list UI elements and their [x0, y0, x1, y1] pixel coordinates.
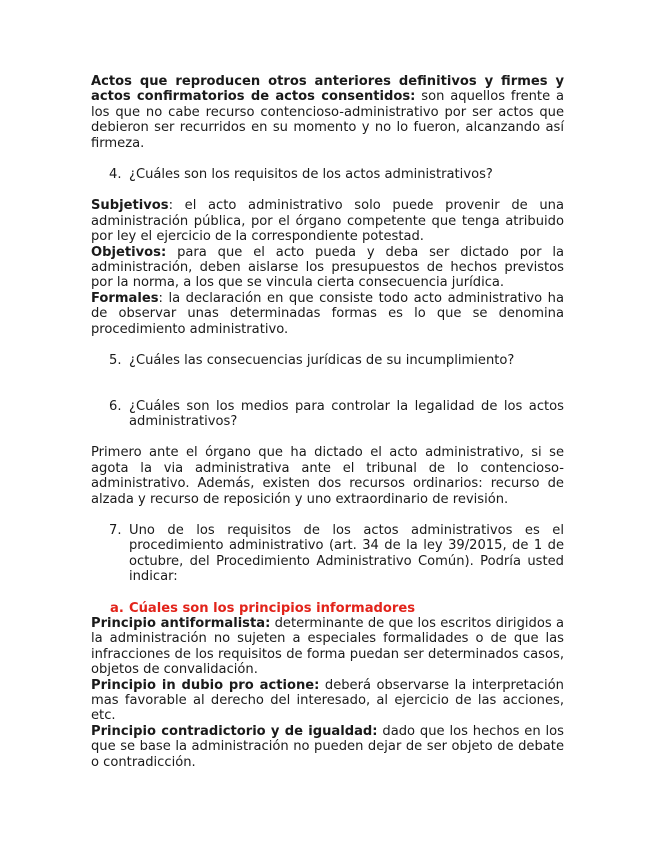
document-page [91, 74, 564, 770]
question-6 [91, 399, 564, 430]
requisito-objetivos [91, 245, 564, 291]
question-text: ¿Cuáles las consecuencias jurídicas de su incumplimiento? [129, 353, 515, 369]
question-text: ¿Cuáles son los medios para controlar la legalidad de los actos administrativos? [129, 398, 564, 429]
subheading-letter: a. [110, 600, 124, 616]
principio-in-dubio [91, 678, 564, 724]
question-number: 6. [109, 398, 122, 414]
requisito-formales [91, 291, 564, 337]
definition: para que el acto pueda y deba ser dictado por la administración, deben aislarse los presupuestos de hechos previstos por la norma, a los que se vincula cierta consecuencia jurídica. [91, 244, 564, 291]
intro-heading: Actos que reproducen otros anteriores definitivos y firmes y actos confirmatorios de actos consentidos: [91, 74, 564, 105]
term: Principio contradictorio y de igualdad: [91, 723, 378, 739]
subheading-text: Cúales son los principios informadores [129, 600, 416, 616]
definition: deberá observarse la interpretación mas favorable al derecho del interesado, al ejercicio de las acciones, etc. [91, 677, 564, 724]
question-number: 7. [109, 522, 122, 538]
definition: dado que los hechos en los que se base la administración no pueden dejar de ser objeto de debate o contradicción. [91, 723, 564, 770]
answer-6: Primero ante el órgano que ha dictado el acto administrativo, si se agota la via administrativa ante el tribunal de lo contencioso-administrativo. Además, existen dos recursos ordinarios: recurso de alzada y recurso de reposición y uno extraordinario de revisión. [91, 445, 564, 507]
question-number: 5. [109, 353, 122, 369]
question-text: ¿Cuáles son los requisitos de los actos administrativos? [129, 167, 493, 183]
question-text: Uno de los requisitos de los actos administrativos es el procedimiento administrativo (art. 34 de la ley 39/2015, de 1 de octubre, del Procedimiento Administrativo Común). Podría usted indicar: [129, 522, 564, 585]
term: Principio in dubio pro actione: [91, 677, 320, 693]
definition: determinante de que los escritos dirigidos a la administración no sujeten a especiales formalidades o de que las infracciones de los requisitos de forma puedan ser determinados casos, objetos de convalidación. [91, 615, 564, 678]
question-5 [91, 353, 564, 368]
question-7 [91, 523, 564, 585]
term: Formales [91, 290, 159, 306]
question-4 [91, 167, 564, 182]
question-number: 4. [109, 167, 122, 183]
requisito-subjetivos [91, 198, 564, 244]
intro-text: son aquellos frente a los que no cabe recurso contencioso-administrativo por ser actos que debieron ser recurridos en su momento y no lo fueron, alcanzando así firmeza. [91, 89, 564, 151]
subheading-a [91, 601, 564, 616]
intro-paragraph [91, 74, 564, 151]
term: Subjetivos [91, 198, 169, 214]
definition: : el acto administrativo solo puede provenir de una administración pública, por el órgano competente que tenga atribuido por ley el ejercicio de la correspondiente potestad. [91, 198, 564, 245]
principios-section [91, 616, 564, 770]
principio-antiformalista [91, 616, 564, 678]
term: Principio antiformalista: [91, 615, 271, 631]
principio-contradictorio [91, 724, 564, 770]
term: Objetivos: [91, 244, 167, 260]
requisitos-section [91, 198, 564, 337]
definition: : la declaración en que consiste todo acto administrativo ha de observar unas determinadas formas es lo que se denomina procedimiento administrativo. [91, 290, 564, 337]
